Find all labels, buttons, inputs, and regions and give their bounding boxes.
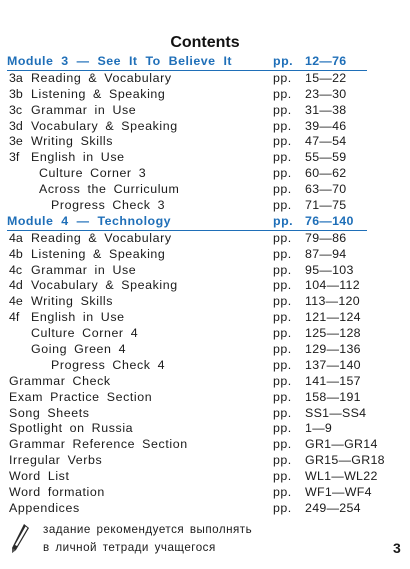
toc-code: 4b: [9, 246, 23, 261]
toc-name: Word formation: [9, 485, 105, 500]
note-line-1: задание рекомендуется выполнять: [43, 523, 253, 536]
toc-name: Across the Curriculum: [39, 182, 180, 197]
toc-name: Reading & Vocabulary: [31, 70, 172, 85]
toc-name: Writing Skills: [31, 294, 114, 309]
workbook-note: [9, 521, 309, 561]
toc-row: [7, 406, 367, 422]
toc-row: [7, 263, 367, 279]
toc-pp: pp.: [273, 213, 294, 228]
toc-range: 12—76: [305, 54, 347, 68]
toc-pp: pp.: [273, 357, 292, 372]
toc-range: 158—191: [305, 389, 361, 404]
toc-row: [7, 437, 378, 453]
toc-pp: pp.: [273, 102, 292, 117]
toc-range: WF1—WF4: [305, 485, 372, 500]
pen-icon: [9, 523, 31, 557]
toc-range: 71—75: [305, 198, 347, 213]
toc-pp: pp.: [273, 262, 292, 277]
toc-name: Module 3 — See It To Believe It: [7, 54, 233, 68]
toc-pp: pp.: [273, 405, 292, 420]
toc-range: 87—94: [305, 246, 347, 261]
toc-name: Progress Check 4: [51, 357, 166, 372]
toc-pp: pp.: [273, 373, 292, 388]
toc-name: Spotlight on Russia: [9, 421, 134, 436]
toc-module-row: [7, 214, 367, 231]
toc-range: 79—86: [305, 230, 347, 245]
toc-name: Appendices: [9, 500, 80, 515]
toc-row: [7, 71, 367, 87]
toc-name: Going Green 4: [31, 342, 127, 357]
page-number: 3: [393, 540, 401, 556]
toc-pp: pp.: [273, 54, 294, 68]
toc-row: [7, 182, 367, 198]
toc-code: 3f: [9, 150, 20, 165]
toc-name: Word List: [9, 469, 70, 484]
toc-row: [7, 421, 367, 437]
toc-range: WL1—WL22: [305, 469, 378, 484]
toc-range: 1—9: [305, 421, 333, 436]
toc-pp: pp.: [273, 246, 292, 261]
toc-row: [7, 134, 367, 150]
toc-row: [7, 342, 367, 358]
toc-pp: pp.: [273, 310, 292, 325]
toc-row: [7, 278, 367, 294]
toc-row: [7, 231, 367, 247]
toc-pp: pp.: [273, 453, 292, 468]
toc-name: Listening & Speaking: [31, 86, 166, 101]
toc-range: 121—124: [305, 310, 361, 325]
toc-range: 113—120: [305, 294, 360, 309]
note-line-2: в личной тетради учащегося: [43, 541, 216, 554]
toc-row: [7, 374, 367, 390]
toc-module-row: [7, 54, 367, 71]
toc-code: 4d: [9, 278, 23, 293]
toc-row: [7, 166, 367, 182]
toc-pp: pp.: [273, 326, 292, 341]
toc-name: Grammar in Use: [31, 262, 137, 277]
toc-pp: pp.: [273, 342, 292, 357]
toc-range: 15—22: [305, 70, 347, 85]
toc-row: [7, 485, 372, 501]
toc-name: English in Use: [31, 310, 125, 325]
toc-name: Grammar Reference Section: [9, 437, 188, 452]
toc-range: 63—70: [305, 182, 347, 197]
toc-range: 55—59: [305, 150, 347, 165]
toc-range: 125—128: [305, 326, 361, 341]
toc-name: Grammar Check: [9, 373, 111, 388]
toc-code: 3e: [9, 134, 23, 149]
toc-pp: pp.: [273, 294, 292, 309]
toc-row: [7, 150, 367, 166]
toc-name: Vocabulary & Speaking: [31, 278, 178, 293]
toc-name: Listening & Speaking: [31, 246, 166, 261]
toc-row: [7, 453, 385, 469]
toc-name: Vocabulary & Speaking: [31, 118, 178, 133]
toc-code: 3c: [9, 102, 23, 117]
toc-pp: pp.: [273, 469, 292, 484]
toc-row: [7, 310, 367, 326]
toc-row: [7, 247, 367, 263]
toc-pp: pp.: [273, 389, 292, 404]
toc-pp: pp.: [273, 118, 292, 133]
toc-row: [7, 198, 367, 214]
toc-pp: pp.: [273, 485, 292, 500]
toc-row: [7, 294, 367, 310]
toc-code: 4a: [9, 230, 23, 245]
toc-code: 3a: [9, 70, 23, 85]
toc-range: GR15—GR18: [305, 453, 385, 468]
toc-pp: pp.: [273, 70, 292, 85]
toc-range: 104—112: [305, 278, 360, 293]
toc-pp: pp.: [273, 182, 292, 197]
toc-name: Module 4 — Technology: [7, 213, 172, 228]
toc-name: Song Sheets: [9, 405, 90, 420]
page-title: Contents: [170, 34, 240, 51]
toc-range: 31—38: [305, 102, 347, 117]
toc-name: Writing Skills: [31, 134, 114, 149]
toc-pp: pp.: [273, 278, 292, 293]
toc-name: Culture Corner 4: [31, 326, 139, 341]
toc-pp: pp.: [273, 166, 292, 181]
toc-row: [7, 326, 367, 342]
toc-name: Irregular Verbs: [9, 453, 103, 468]
toc-range: 60—62: [305, 166, 347, 181]
toc-row: [7, 501, 367, 517]
toc-pp: pp.: [273, 150, 292, 165]
toc-code: 4c: [9, 262, 23, 277]
toc-row: [7, 119, 367, 135]
toc-range: 23—30: [305, 86, 347, 101]
toc-range: 47—54: [305, 134, 347, 149]
toc-range: GR1—GR14: [305, 437, 378, 452]
toc-code: 4f: [9, 310, 20, 325]
toc-pp: pp.: [273, 421, 292, 436]
toc-pp: pp.: [273, 198, 292, 213]
toc-range: 137—140: [305, 357, 361, 372]
toc-code: 3d: [9, 118, 23, 133]
toc-range: 129—136: [305, 342, 361, 357]
toc-row: [7, 87, 367, 103]
toc-name: Exam Practice Section: [9, 389, 153, 404]
toc-row: [7, 469, 378, 485]
toc-pp: pp.: [273, 437, 292, 452]
toc-code: 3b: [9, 86, 23, 101]
toc-range: 141—157: [305, 373, 361, 388]
toc-row: [7, 358, 367, 374]
toc-row: [7, 390, 367, 406]
toc-name: Culture Corner 3: [39, 166, 147, 181]
toc-pp: pp.: [273, 500, 292, 515]
toc-code: 4e: [9, 294, 23, 309]
toc-range: 249—254: [305, 500, 361, 515]
toc-range: 39—46: [305, 118, 347, 133]
toc-name: Reading & Vocabulary: [31, 230, 172, 245]
toc-pp: pp.: [273, 86, 292, 101]
toc-pp: pp.: [273, 230, 292, 245]
toc-name: Grammar in Use: [31, 102, 137, 117]
toc-range: 76—140: [305, 213, 354, 228]
toc-row: [7, 103, 367, 119]
toc-pp: pp.: [273, 134, 292, 149]
toc-name: English in Use: [31, 150, 125, 165]
table-of-contents: [7, 54, 385, 517]
toc-range: 95—103: [305, 262, 354, 277]
toc-name: Progress Check 3: [51, 198, 166, 213]
toc-range: SS1—SS4: [305, 405, 367, 420]
